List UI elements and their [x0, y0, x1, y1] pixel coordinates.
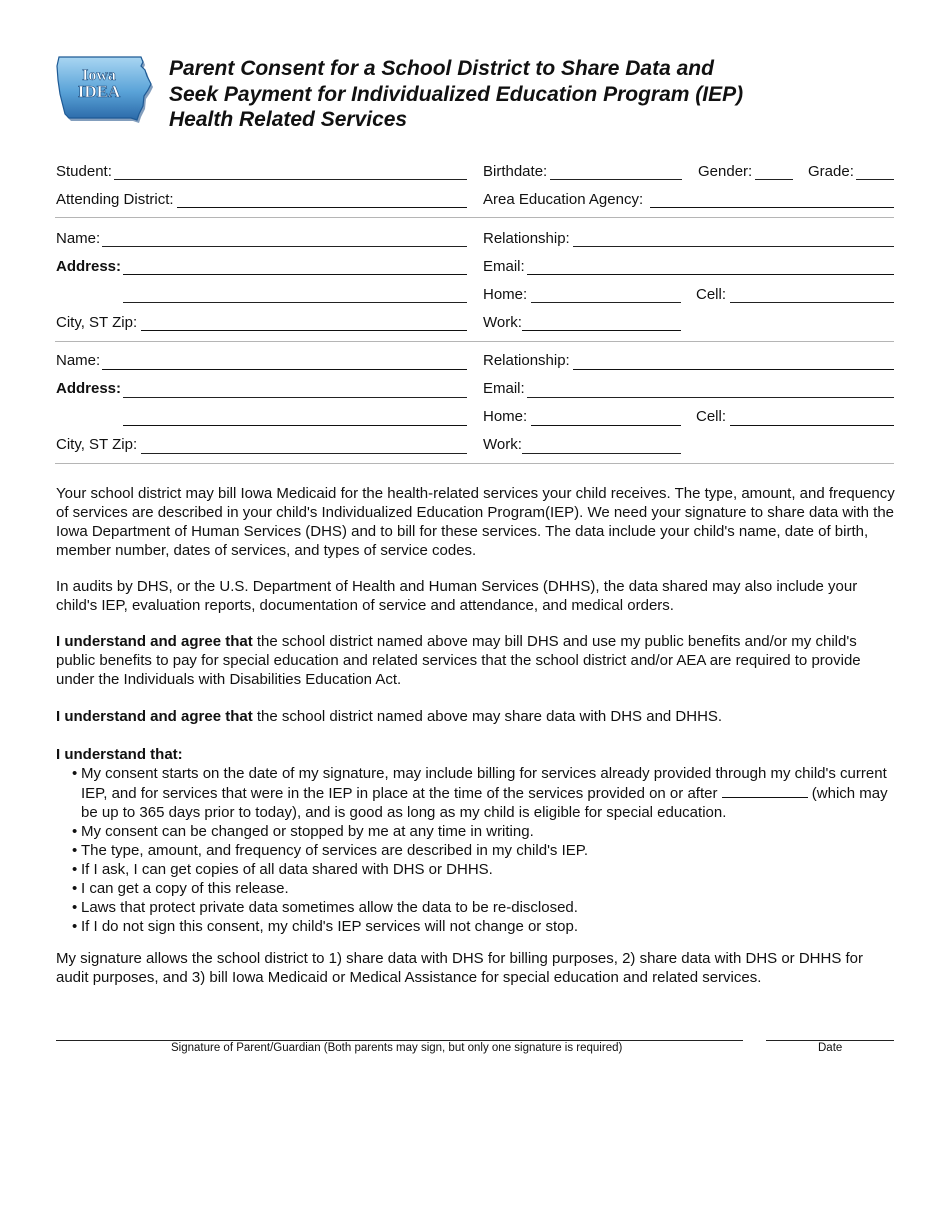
- parent2-address-field-1[interactable]: [123, 397, 467, 398]
- birthdate-field[interactable]: [550, 179, 682, 180]
- section-divider-3: [55, 463, 894, 464]
- section-divider-2: [55, 341, 894, 342]
- parent2-relationship-label: Relationship:: [483, 352, 570, 369]
- parent1-email-label: Email:: [483, 258, 525, 275]
- parent1-city-label: City, ST Zip:: [56, 314, 138, 331]
- parent1-cell-field[interactable]: [730, 302, 894, 303]
- agree-billing-paragraph: [56, 632, 896, 689]
- agree-share-bold: I understand and agree that: [56, 708, 253, 725]
- signature-statement: My signature allows the school district to 1) share data with DHS for billing purposes, 2) share data with DHS or DHHS for audit purposes, and 3) bill Iowa Medicaid or Medical Assistance for special education and related services.: [56, 950, 864, 986]
- agree-billing-text: the school district named above may bill DHS and use my public benefits and/or my child's public benefits to pay for special education and related services that the school district and/or AEA are required to provide under the Individuals with Disabilities Education Act.: [56, 633, 861, 688]
- section-divider-1: [55, 217, 894, 218]
- agree-share-text: the school district named above may share data with DHS and DHHS.: [252, 708, 723, 725]
- parent2-address-label: Address:: [56, 380, 122, 397]
- parent1-relationship-field[interactable]: [573, 246, 894, 247]
- iowa-idea-logo: [55, 54, 153, 124]
- student-label: Student:: [56, 163, 112, 180]
- form-title: [169, 56, 869, 133]
- list-item: • If I do not sign this consent, my child's IEP services will not change or stop.: [72, 917, 902, 936]
- parent2-name-field[interactable]: [102, 369, 467, 370]
- student-field[interactable]: [114, 179, 467, 180]
- title-line-3: Health Related Services: [169, 108, 408, 131]
- parent1-email-field[interactable]: [527, 274, 894, 275]
- parent1-city-field[interactable]: [141, 330, 467, 331]
- aea-label: Area Education Agency:: [483, 191, 644, 208]
- agree-share-paragraph: [56, 707, 896, 726]
- parent2-name-label: Name:: [56, 352, 101, 369]
- agree-billing-bold: I understand and agree that: [56, 633, 253, 650]
- consent-start-date-field[interactable]: [722, 783, 808, 798]
- understand-list: [72, 764, 902, 936]
- list-item: • If I ask, I can get copies of all data shared with DHS or DHHS.: [72, 860, 902, 879]
- parent2-email-field[interactable]: [527, 397, 894, 398]
- parent1-home-label: Home:: [483, 286, 528, 303]
- parent2-relationship-field[interactable]: [573, 369, 894, 370]
- title-line-2: Seek Payment for Individualized Education Program (IEP): [169, 82, 744, 106]
- parent2-city-field[interactable]: [141, 453, 467, 454]
- date-field[interactable]: [766, 1040, 894, 1041]
- list-item: [72, 764, 902, 822]
- parent2-home-label: Home:: [483, 408, 528, 425]
- logo-text-idea: IDEA: [77, 82, 121, 101]
- list-item: • I can get a copy of this release.: [72, 879, 902, 898]
- parent1-address-field-2[interactable]: [123, 302, 467, 303]
- parent1-name-field[interactable]: [102, 246, 467, 247]
- parent2-work-field[interactable]: [522, 453, 681, 454]
- grade-field[interactable]: [856, 179, 894, 180]
- parent1-address-label: Address:: [56, 258, 122, 275]
- date-caption: Date: [818, 1042, 843, 1054]
- list-item: • The type, amount, and frequency of services are described in my child's IEP.: [72, 841, 902, 860]
- list-item: • Laws that protect private data sometimes allow the data to be re-disclosed.: [72, 898, 902, 917]
- signature-field[interactable]: [56, 1040, 743, 1041]
- consent-start-text-cont: (which may be up to 365 days prior to today), and is good as long as my child is eligible for special education.: [81, 785, 888, 821]
- logo-text-iowa: Iowa: [82, 67, 116, 84]
- parent2-city-label: City, ST Zip:: [56, 436, 138, 453]
- birthdate-label: Birthdate:: [483, 163, 548, 180]
- parent1-work-field[interactable]: [522, 330, 681, 331]
- parent2-cell-field[interactable]: [730, 425, 894, 426]
- grade-label: Grade:: [808, 163, 854, 180]
- parent2-address-field-2[interactable]: [123, 425, 467, 426]
- gender-label: Gender:: [698, 163, 753, 180]
- parent1-address-field-1[interactable]: [123, 274, 467, 275]
- understand-heading-text: I understand that:: [56, 746, 183, 763]
- signature-caption: Signature of Parent/Guardian (Both parents may sign, but only one signature is required): [171, 1042, 623, 1054]
- understand-heading: [56, 745, 896, 764]
- parent1-work-label: Work:: [483, 314, 522, 331]
- aea-field[interactable]: [650, 207, 894, 208]
- parent2-cell-label: Cell:: [696, 408, 727, 425]
- parent1-cell-label: Cell:: [696, 286, 727, 303]
- parent2-work-label: Work:: [483, 436, 522, 453]
- list-item: • My consent can be changed or stopped by me at any time in writing.: [72, 822, 902, 841]
- billing-paragraph: Your school district may bill Iowa Medicaid for the health-related services your child receives. The type, amount, and frequency of services are described in your child's Individualized Education Program(IEP). We need your signature to share data with the Iowa Department of Human Services (DHS) and to bill for these services. The data include your child's name, date of birth, member number, dates of services, and types of service codes.: [56, 485, 895, 559]
- attending-district-field[interactable]: [177, 207, 467, 208]
- title-line-1: Parent Consent for a School District to Share Data and: [169, 57, 714, 80]
- parent1-name-label: Name:: [56, 230, 101, 247]
- parent2-home-field[interactable]: [531, 425, 681, 426]
- parent1-relationship-label: Relationship:: [483, 230, 570, 247]
- audits-paragraph: In audits by DHS, or the U.S. Department of Health and Human Services (DHHS), the data shared may also include your child's IEP, evaluation reports, documentation of service and attendance, and medical orders.: [56, 578, 858, 614]
- parent2-email-label: Email:: [483, 380, 525, 397]
- gender-field[interactable]: [755, 179, 793, 180]
- consent-start-text: My consent starts on the date of my signature, may include billing for services already provided through my child's current IEP, and for services that were in the IEP in place at the time of the services provided on or after: [81, 765, 887, 802]
- attending-district-label: Attending District:: [56, 191, 174, 208]
- parent1-home-field[interactable]: [531, 302, 681, 303]
